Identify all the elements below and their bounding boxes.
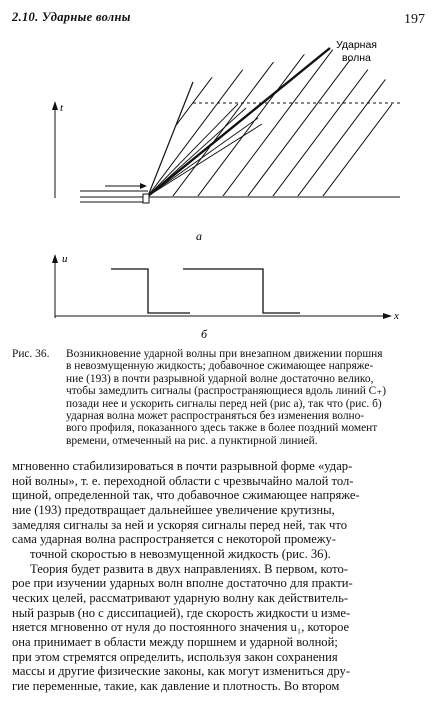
- motion-arrow-head: [140, 183, 147, 189]
- paragraph-1: [12, 459, 426, 562]
- profile-later: [183, 269, 300, 313]
- caption-line: в невозмущенную жидкость; добавочное сжимающее напряже-: [66, 360, 374, 373]
- caption-line: ударная волна может распространяться без изменения волно-: [66, 410, 365, 423]
- text-line: замедляя сигналы за ней и ускоряя сигналы перед ней, так что: [12, 517, 348, 532]
- text-line: ческих целей, рассматривают ударную волну как действитель-: [12, 590, 349, 605]
- u-axis-arrow: [52, 254, 58, 263]
- text-line: массы и другие физические законы, как могут измениться дру-: [12, 664, 351, 679]
- figure-36: [0, 0, 439, 345]
- text-line: сама ударная волна распространяется с некоторой промежу-: [12, 532, 336, 547]
- text-line: Теория будет развита в двух направлениях. В первом, кото-: [30, 561, 348, 576]
- caption-label: Рис. 36.: [12, 348, 50, 360]
- text-line: ние (193) предотвращает дальнейшее увеличение крутизны,: [12, 502, 335, 517]
- section-title: 2.10. Ударные волны: [12, 10, 131, 24]
- text-line: она принимает в области между поршнем и ударной волной;: [12, 634, 338, 649]
- text-line: рое при изучении ударных волн вполне достаточно для практи-: [12, 576, 353, 591]
- caption-line: позади нее и ускорить сигналы перед ней (рис а), так что (рис. б): [66, 397, 382, 410]
- t-axis-label: t: [60, 102, 64, 114]
- caption-line: Возникновение ударной волны при внезапном движении поршня: [66, 348, 383, 360]
- text-line: няется мгновенно от нуля до постоянного значения u₁, которое: [12, 620, 350, 635]
- figure-caption: [12, 348, 422, 447]
- shock-wave-label-2: волна: [342, 52, 371, 64]
- panel-b-label: б: [201, 327, 208, 341]
- paragraph-2: [12, 562, 426, 694]
- text-line: точной скоростью в невозмущенной жидкость (рис. 36).: [30, 546, 331, 561]
- shock-wave-label: Ударная: [336, 39, 377, 51]
- body-text: [12, 459, 426, 694]
- shock-wave-line: [148, 48, 330, 196]
- text-line: при этом стремятся определить, используя закон сохранения: [12, 649, 338, 664]
- caption-text: [66, 348, 422, 447]
- piston-marker: [143, 194, 149, 203]
- text-line: гие переменные, такие, как давление и плотность. Во втором: [12, 678, 340, 693]
- text-line: ный разрыв (но с диссипацией), где скорость жидкости u изме-: [12, 605, 351, 620]
- caption-line: времени, отмеченный на рис. а пунктирной линией.: [66, 434, 318, 447]
- x-axis-label: x: [394, 310, 399, 322]
- text-line: мгновенно стабилизироваться в почти разрывной форме «удар-: [12, 459, 353, 473]
- profile-early: [111, 269, 190, 313]
- t-axis-arrow: [52, 101, 58, 110]
- caption-line: чтобы замедлить сигналы (распространяющиеся вдоль линий C₊): [66, 385, 387, 398]
- text-line: ной волны», т. е. переходной области с чрезвычайно малой тол-: [12, 473, 354, 488]
- caption-line: ние (193) в почти разрывной ударной волне достаточно велико,: [66, 372, 374, 385]
- page-number: 197: [404, 12, 425, 27]
- x-axis-arrow: [383, 313, 392, 319]
- caption-line: вого профиля, показанного здесь также в более поздний момент: [66, 422, 378, 435]
- text-line: щиной, определенной так, что добавочное сжимающее напряже-: [12, 488, 360, 503]
- panel-a-label: а: [196, 229, 202, 243]
- u-axis-label: u: [62, 253, 68, 265]
